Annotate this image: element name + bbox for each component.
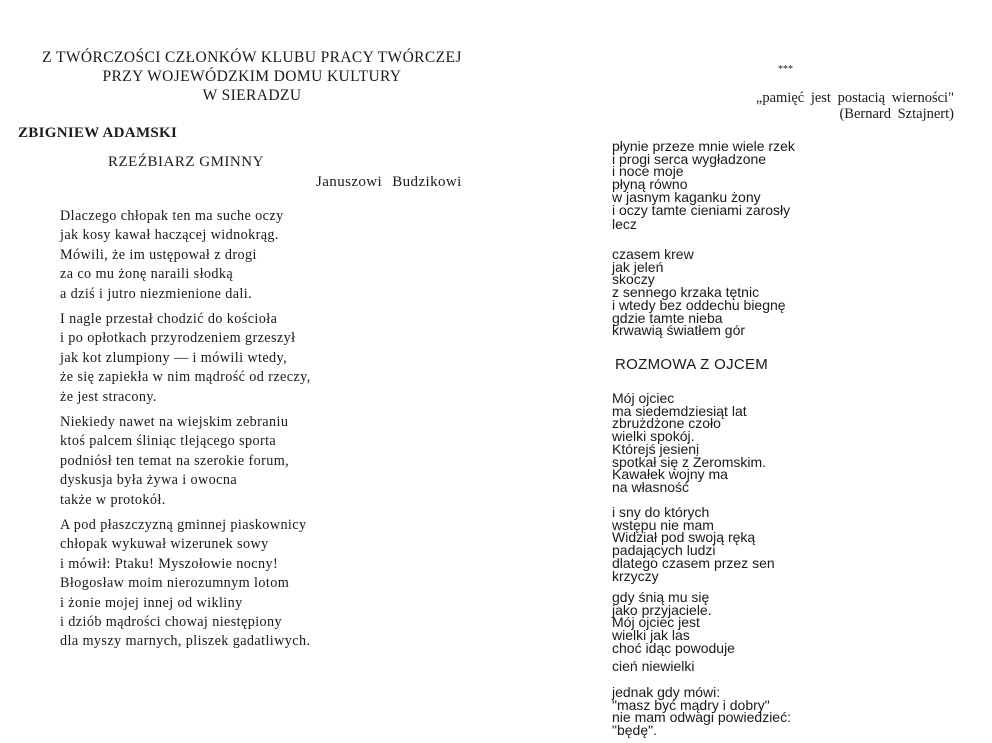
verse-line: chłopak wykuwał wizerunek sowy bbox=[60, 536, 269, 553]
verse-line: Mówili, że im ustępował z drogi bbox=[60, 246, 257, 263]
verse-line: i po opłotkach przyrodzeniem grzeszył bbox=[60, 330, 296, 347]
epigraph-quote: „pamięć jest postacią wierności" bbox=[755, 90, 954, 106]
verse-line: lecz bbox=[612, 216, 637, 233]
verse-line: za co mu żonę naraili słodką bbox=[60, 266, 234, 283]
stanza bbox=[612, 140, 795, 231]
verse-line: i żonie mojej innej od wikliny bbox=[60, 594, 243, 611]
verse-line: ktoś palcem śliniąc tlejącego sporta bbox=[60, 433, 277, 450]
header-line: W SIERADZU bbox=[202, 87, 302, 104]
stanza bbox=[612, 506, 775, 582]
verse-line: i dziób mądrości chowaj niestępiony bbox=[60, 614, 283, 631]
verse-line: dlatego czasem przez sen bbox=[612, 554, 775, 571]
verse-line: spotkał się z Żeromskim. bbox=[612, 453, 767, 470]
stanza bbox=[612, 392, 766, 494]
stanza bbox=[60, 207, 284, 304]
verse-line: I nagle przestał chodzić do kościoła bbox=[60, 311, 278, 327]
verse-line: jak kosy kawał haczącej widnokrąg. bbox=[60, 227, 279, 244]
verse-line: wielki jak las bbox=[612, 627, 690, 644]
verse-line: a dziś i jutro niezmienione dali. bbox=[60, 285, 253, 302]
verse-line: jako przyjaciele. bbox=[612, 601, 712, 618]
verse-line: i noce moje bbox=[612, 163, 684, 180]
section-stars: *** bbox=[778, 64, 793, 75]
verse-line: krzyczy bbox=[612, 567, 659, 584]
verse-line: gdy śnią mu się bbox=[612, 589, 710, 605]
stanza bbox=[612, 248, 786, 337]
author-name: ZBIGNIEW ADAMSKI bbox=[18, 125, 178, 141]
verse-line: Którejś jesieni bbox=[612, 440, 700, 457]
verse-line: skoczy bbox=[612, 271, 655, 288]
verse-line: Błogosław moim nierozumnym lotom bbox=[60, 575, 290, 592]
epigraph-source: (Bernard Sztajnert) bbox=[839, 106, 954, 122]
header-line: PRZY WOJEWÓDZKIM DOMU KULTURY bbox=[102, 68, 402, 85]
verse-line: gdzie tamte nieba bbox=[612, 309, 723, 326]
verse-line: ma siedemdziesiąt lat bbox=[612, 402, 747, 419]
stanza bbox=[60, 413, 289, 510]
epigraph bbox=[756, 90, 954, 122]
verse-line: w jasnym kaganku żony bbox=[612, 188, 761, 205]
verse-line: Niekiedy nawet na wiejskim zebraniu bbox=[60, 414, 289, 430]
poem-title: ROZMOWA Z OJCEM bbox=[615, 356, 769, 373]
section-header bbox=[14, 48, 490, 105]
header-line: Z TWÓRCZOŚCI CZŁONKÓW KLUBU PRACY TWÓRCZEJ bbox=[42, 49, 462, 66]
verse-line: płyną równo bbox=[612, 176, 688, 193]
verse-line: jak jeleń bbox=[612, 258, 664, 275]
verse-line: na własność bbox=[612, 478, 690, 495]
verse-line: płynie przeze mnie wiele rzek bbox=[612, 138, 795, 154]
verse-line: Widział pod swoją ręką bbox=[612, 529, 756, 546]
stanza bbox=[60, 516, 310, 652]
verse-line: dla myszy marnych, pliszek gadatliwych. bbox=[60, 633, 311, 650]
verse-line: krwawią światłem gór bbox=[612, 322, 746, 339]
stanza bbox=[612, 660, 694, 673]
verse-line: nie mam odwagi powiedzieć: bbox=[612, 709, 791, 726]
verse-line: Mój ojciec bbox=[612, 390, 675, 406]
verse-line: że jest stracony. bbox=[60, 388, 157, 405]
stanza bbox=[612, 686, 791, 737]
verse-line: jednak gdy mówi: bbox=[612, 684, 721, 700]
verse-line: także w protokół. bbox=[60, 491, 166, 508]
verse-line: wielki spokój. bbox=[612, 428, 695, 445]
verse-line: Dlaczego chłopak ten ma suche oczy bbox=[60, 208, 284, 224]
verse-line: "będę". bbox=[612, 722, 657, 739]
verse-line: cień niewielki bbox=[612, 658, 695, 674]
verse-line: jak kot zlumpiony — i mówili wtedy, bbox=[60, 349, 288, 366]
verse-line: i oczy tamte cieniami zarosły bbox=[612, 201, 791, 218]
stanza bbox=[612, 591, 735, 655]
verse-line: i mówił: Ptaku! Myszołowie nocny! bbox=[60, 555, 279, 572]
verse-line: Kawałek wojny ma bbox=[612, 466, 728, 483]
verse-line: i sny do których bbox=[612, 504, 710, 520]
stanza bbox=[60, 310, 311, 407]
verse-line: i wtedy bez oddechu biegnę bbox=[612, 296, 786, 313]
verse-line: czasem krew bbox=[612, 246, 694, 262]
verse-line: zbrużdżone czoło bbox=[612, 415, 721, 432]
verse-line: Mój ojciec jest bbox=[612, 614, 700, 631]
poem-title: RZEŹBIARZ GMINNY bbox=[108, 154, 264, 170]
poem-dedication: Januszowi Budzikowi bbox=[316, 174, 462, 190]
verse-line: z sennego krzaka tętnic bbox=[612, 284, 760, 301]
verse-line: wstępu nie mam bbox=[612, 516, 714, 533]
verse-line: podniósł ten temat na szerokie forum, bbox=[60, 452, 290, 469]
verse-line: że się zapiekła w nim mądrość od rzeczy, bbox=[60, 369, 311, 386]
verse-line: choć idąc powoduje bbox=[612, 639, 735, 656]
verse-line: padających ludzi bbox=[612, 542, 716, 559]
verse-line: i progi serca wygładzone bbox=[612, 150, 767, 167]
verse-line: "masz być mądry i dobry" bbox=[612, 696, 770, 713]
verse-line: A pod płaszczyzną gminnej piaskownicy bbox=[60, 517, 307, 533]
verse-line: dyskusja była żywa i owocna bbox=[60, 472, 238, 489]
